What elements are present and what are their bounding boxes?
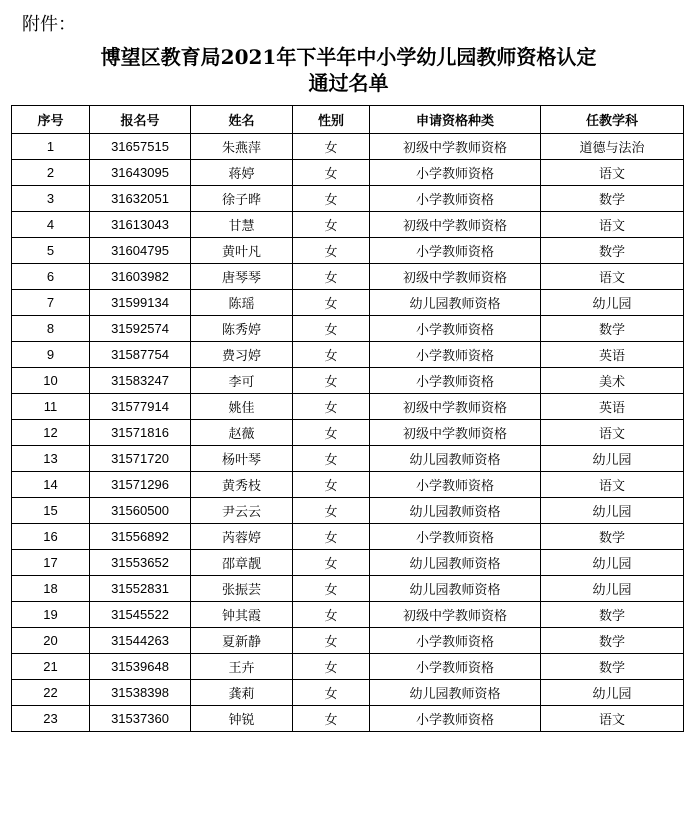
cell-qualification-type: 小学教师资格	[370, 160, 541, 186]
cell-qualification-type: 小学教师资格	[370, 628, 541, 654]
cell-name: 龚莉	[191, 680, 293, 706]
table-row	[12, 602, 684, 628]
cell-gender: 女	[293, 576, 370, 602]
table-body	[12, 134, 684, 732]
cell-registration-number: 31603982	[90, 264, 191, 290]
cell-registration-number: 31583247	[90, 368, 191, 394]
column-header-subject: 任教学科	[541, 106, 684, 134]
cell-index: 14	[12, 472, 90, 498]
cell-qualification-type: 初级中学教师资格	[370, 264, 541, 290]
cell-registration-number: 31545522	[90, 602, 191, 628]
column-header-name: 姓名	[191, 106, 293, 134]
cell-subject: 数学	[541, 186, 684, 212]
cell-name: 陈秀婷	[191, 316, 293, 342]
cell-subject: 语文	[541, 420, 684, 446]
table-row	[12, 654, 684, 680]
cell-name: 赵薇	[191, 420, 293, 446]
cell-name: 钟其霞	[191, 602, 293, 628]
cell-name: 徐子晔	[191, 186, 293, 212]
table-row	[12, 576, 684, 602]
cell-gender: 女	[293, 602, 370, 628]
cell-registration-number: 31571720	[90, 446, 191, 472]
cell-subject: 数学	[541, 524, 684, 550]
table-row	[12, 290, 684, 316]
cell-name: 张振芸	[191, 576, 293, 602]
table-row	[12, 628, 684, 654]
cell-subject: 数学	[541, 602, 684, 628]
cell-index: 5	[12, 238, 90, 264]
cell-subject: 数学	[541, 654, 684, 680]
cell-subject: 幼儿园	[541, 446, 684, 472]
cell-registration-number: 31599134	[90, 290, 191, 316]
table-row	[12, 706, 684, 732]
cell-subject: 数学	[541, 628, 684, 654]
cell-registration-number: 31537360	[90, 706, 191, 732]
cell-qualification-type: 初级中学教师资格	[370, 134, 541, 160]
cell-qualification-type: 幼儿园教师资格	[370, 446, 541, 472]
cell-name: 朱燕萍	[191, 134, 293, 160]
cell-name: 夏新静	[191, 628, 293, 654]
cell-name: 唐琴琴	[191, 264, 293, 290]
cell-gender: 女	[293, 706, 370, 732]
cell-index: 23	[12, 706, 90, 732]
cell-qualification-type: 小学教师资格	[370, 472, 541, 498]
cell-qualification-type: 小学教师资格	[370, 186, 541, 212]
cell-subject: 数学	[541, 316, 684, 342]
cell-name: 钟锐	[191, 706, 293, 732]
cell-qualification-type: 小学教师资格	[370, 316, 541, 342]
cell-gender: 女	[293, 680, 370, 706]
cell-index: 13	[12, 446, 90, 472]
cell-qualification-type: 初级中学教师资格	[370, 212, 541, 238]
cell-registration-number: 31560500	[90, 498, 191, 524]
cell-subject: 语文	[541, 472, 684, 498]
cell-gender: 女	[293, 420, 370, 446]
cell-qualification-type: 初级中学教师资格	[370, 394, 541, 420]
cell-gender: 女	[293, 524, 370, 550]
table-row	[12, 498, 684, 524]
cell-qualification-type: 幼儿园教师资格	[370, 550, 541, 576]
cell-index: 15	[12, 498, 90, 524]
attachment-label: 附件：	[22, 14, 76, 35]
cell-name: 尹云云	[191, 498, 293, 524]
cell-qualification-type: 小学教师资格	[370, 654, 541, 680]
cell-name: 陈瑶	[191, 290, 293, 316]
table-row	[12, 212, 684, 238]
cell-index: 6	[12, 264, 90, 290]
cell-subject: 幼儿园	[541, 576, 684, 602]
cell-gender: 女	[293, 134, 370, 160]
cell-gender: 女	[293, 212, 370, 238]
cell-index: 21	[12, 654, 90, 680]
cell-qualification-type: 小学教师资格	[370, 238, 541, 264]
cell-name: 费习婷	[191, 342, 293, 368]
column-header-gender: 性别	[293, 106, 370, 134]
cell-subject: 美术	[541, 368, 684, 394]
cell-qualification-type: 幼儿园教师资格	[370, 680, 541, 706]
cell-registration-number: 31552831	[90, 576, 191, 602]
cell-subject: 道德与法治	[541, 134, 684, 160]
approved-list-table	[11, 105, 684, 732]
cell-gender: 女	[293, 628, 370, 654]
cell-subject: 语文	[541, 706, 684, 732]
cell-subject: 语文	[541, 212, 684, 238]
document-subtitle: 通过名单	[308, 71, 389, 95]
cell-gender: 女	[293, 342, 370, 368]
cell-registration-number: 31571816	[90, 420, 191, 446]
cell-index: 12	[12, 420, 90, 446]
cell-index: 10	[12, 368, 90, 394]
cell-index: 17	[12, 550, 90, 576]
cell-gender: 女	[293, 446, 370, 472]
cell-gender: 女	[293, 264, 370, 290]
cell-name: 芮蓉婷	[191, 524, 293, 550]
cell-index: 1	[12, 134, 90, 160]
cell-gender: 女	[293, 394, 370, 420]
table-row	[12, 472, 684, 498]
table-row	[12, 680, 684, 706]
table-header	[12, 106, 684, 134]
table-row	[12, 238, 684, 264]
cell-qualification-type: 初级中学教师资格	[370, 602, 541, 628]
cell-index: 4	[12, 212, 90, 238]
cell-index: 11	[12, 394, 90, 420]
cell-registration-number: 31592574	[90, 316, 191, 342]
cell-subject: 幼儿园	[541, 290, 684, 316]
cell-registration-number: 31604795	[90, 238, 191, 264]
table-row	[12, 342, 684, 368]
cell-registration-number: 31613043	[90, 212, 191, 238]
cell-index: 2	[12, 160, 90, 186]
cell-registration-number: 31587754	[90, 342, 191, 368]
cell-gender: 女	[293, 238, 370, 264]
cell-name: 黄叶凡	[191, 238, 293, 264]
cell-qualification-type: 幼儿园教师资格	[370, 576, 541, 602]
table-row	[12, 264, 684, 290]
cell-gender: 女	[293, 368, 370, 394]
cell-index: 20	[12, 628, 90, 654]
table-row	[12, 394, 684, 420]
cell-name: 黄秀枝	[191, 472, 293, 498]
table-row	[12, 186, 684, 212]
cell-name: 邵章靓	[191, 550, 293, 576]
cell-gender: 女	[293, 160, 370, 186]
cell-name: 蒋婷	[191, 160, 293, 186]
document-title: 博望区教育局2021年下半年中小学幼儿园教师资格认定	[100, 45, 597, 69]
cell-qualification-type: 小学教师资格	[370, 706, 541, 732]
cell-registration-number: 31632051	[90, 186, 191, 212]
cell-registration-number: 31556892	[90, 524, 191, 550]
cell-name: 李可	[191, 368, 293, 394]
column-header-index: 序号	[12, 106, 90, 134]
cell-gender: 女	[293, 186, 370, 212]
table-row	[12, 316, 684, 342]
cell-index: 18	[12, 576, 90, 602]
cell-qualification-type: 幼儿园教师资格	[370, 498, 541, 524]
cell-qualification-type: 初级中学教师资格	[370, 420, 541, 446]
cell-subject: 语文	[541, 160, 684, 186]
cell-index: 16	[12, 524, 90, 550]
cell-subject: 数学	[541, 238, 684, 264]
cell-name: 姚佳	[191, 394, 293, 420]
cell-index: 22	[12, 680, 90, 706]
cell-gender: 女	[293, 316, 370, 342]
column-header-qualification-type: 申请资格种类	[370, 106, 541, 134]
cell-qualification-type: 小学教师资格	[370, 342, 541, 368]
cell-registration-number: 31571296	[90, 472, 191, 498]
cell-gender: 女	[293, 472, 370, 498]
cell-registration-number: 31577914	[90, 394, 191, 420]
cell-qualification-type: 小学教师资格	[370, 524, 541, 550]
cell-registration-number: 31539648	[90, 654, 191, 680]
cell-registration-number: 31553652	[90, 550, 191, 576]
cell-qualification-type: 幼儿园教师资格	[370, 290, 541, 316]
cell-gender: 女	[293, 550, 370, 576]
cell-subject: 幼儿园	[541, 680, 684, 706]
cell-index: 3	[12, 186, 90, 212]
cell-gender: 女	[293, 290, 370, 316]
cell-registration-number: 31538398	[90, 680, 191, 706]
cell-name: 甘慧	[191, 212, 293, 238]
column-header-registration-number: 报名号	[90, 106, 191, 134]
cell-subject: 幼儿园	[541, 550, 684, 576]
cell-subject: 英语	[541, 394, 684, 420]
table-row	[12, 550, 684, 576]
cell-qualification-type: 小学教师资格	[370, 368, 541, 394]
cell-gender: 女	[293, 654, 370, 680]
cell-index: 7	[12, 290, 90, 316]
cell-subject: 英语	[541, 342, 684, 368]
cell-registration-number: 31544263	[90, 628, 191, 654]
cell-name: 王卉	[191, 654, 293, 680]
table-row	[12, 446, 684, 472]
cell-index: 19	[12, 602, 90, 628]
cell-index: 8	[12, 316, 90, 342]
table-row	[12, 524, 684, 550]
table-row	[12, 134, 684, 160]
table-row	[12, 368, 684, 394]
cell-registration-number: 31643095	[90, 160, 191, 186]
cell-name: 杨叶琴	[191, 446, 293, 472]
table-row	[12, 160, 684, 186]
cell-subject: 语文	[541, 264, 684, 290]
cell-subject: 幼儿园	[541, 498, 684, 524]
cell-index: 9	[12, 342, 90, 368]
header-row	[12, 106, 684, 134]
table-row	[12, 420, 684, 446]
cell-gender: 女	[293, 498, 370, 524]
cell-registration-number: 31657515	[90, 134, 191, 160]
